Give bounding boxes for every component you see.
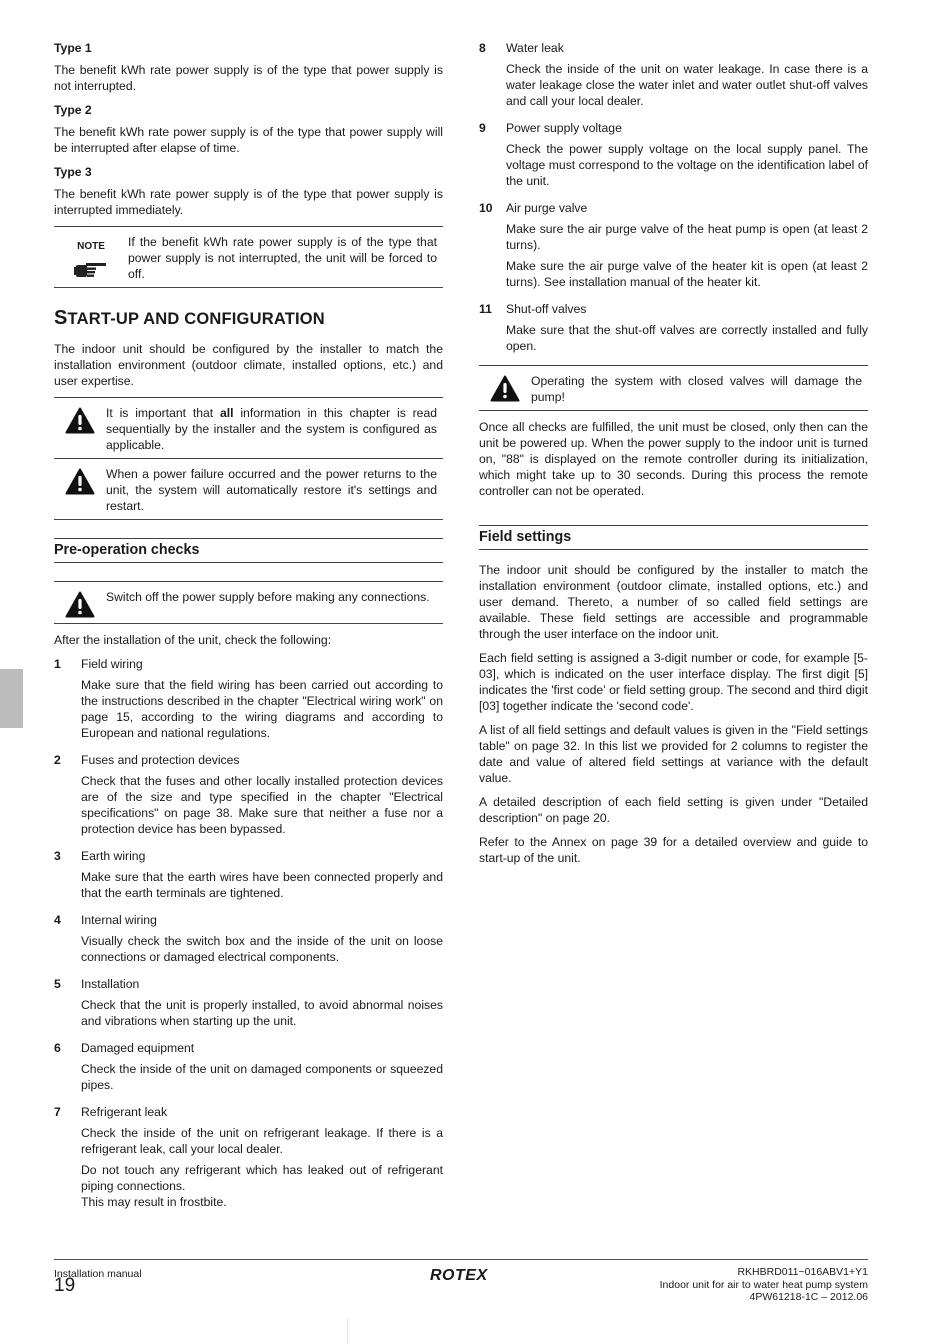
check-description: Check the inside of the unit on refrigerant leakage. If there is a refrigerant leak, call your local dealer. bbox=[81, 1126, 443, 1156]
warning-callout bbox=[479, 365, 868, 411]
check-item bbox=[54, 752, 443, 842]
type-text: The benefit kWh rate power supply is of the type that power supply is interrupted immediately. bbox=[54, 187, 443, 217]
field-settings-paragraph: Refer to the Annex on page 39 for a detailed overview and guide to start-up of the unit. bbox=[479, 835, 868, 865]
page-footer bbox=[54, 1259, 868, 1303]
preop-checks-heading: Pre-operation checks bbox=[54, 538, 443, 563]
check-description: Visually check the switch box and the inside of the unit on loose connections or damaged electrical components. bbox=[81, 934, 443, 964]
field-settings-paragraph: The indoor unit should be configured by the installer to match the installation environment (outdoor climate, installed options, etc.) and user demand. Thereto, a number of so called field settings are available. These field settings are accessible and programmable through the user interface on the indoor unit. bbox=[479, 563, 868, 641]
check-item bbox=[54, 1104, 443, 1215]
rotex-logo: ROTEX bbox=[430, 1267, 488, 1284]
check-description: Do not touch any refrigerant which has leaked out of refrigerant piping connections. bbox=[81, 1163, 443, 1193]
check-number: 3 bbox=[54, 849, 61, 863]
warning-callout bbox=[54, 458, 443, 520]
once-checks-text: Once all checks are fulfilled, the unit must be closed, only then can the unit be powered up. When the power supply to the indoor unit is turned on, "88" is displayed on the remote controller during its initialization, which might take up to 30 seconds. During this process the remote controller can not be operated. bbox=[479, 420, 868, 498]
check-item bbox=[479, 40, 868, 114]
check-number: 11 bbox=[479, 302, 492, 316]
section-intro: The indoor unit should be configured by the installer to match the installation environment (outdoor climate, installed options, etc.) and user expertise. bbox=[54, 342, 443, 388]
check-title: Internal wiring bbox=[81, 913, 157, 927]
type-1-block bbox=[54, 40, 443, 94]
check-description: This may result in frostbite. bbox=[81, 1195, 227, 1209]
field-settings-body bbox=[479, 562, 868, 866]
check-item bbox=[479, 120, 868, 194]
section-title-cap: S bbox=[54, 307, 68, 329]
after-install-text: After the installation of the unit, check the following: bbox=[54, 633, 332, 647]
check-description: Make sure the air purge valve of the heater kit is open (at least 2 turns). See installation manual of the heater kit. bbox=[506, 259, 868, 289]
warning-triangle-icon bbox=[65, 591, 95, 618]
type-text: The benefit kWh rate power supply is of the type that power supply is not interrupted. bbox=[54, 63, 443, 93]
warning-text: Switch off the power supply before making any connections. bbox=[106, 590, 430, 604]
check-description: Check the inside of the unit on water leakage. In case there is a water leakage close the water inlet and water outlet shut-off valves and call your local dealer. bbox=[506, 62, 868, 108]
page-number: 19 bbox=[54, 1275, 76, 1296]
check-description: Make sure that the earth wires have been connected properly and that the earth terminals are tightened. bbox=[81, 870, 443, 900]
field-settings-paragraph: A list of all field settings and default values is given in the "Field settings table" on page 32. In this list we provided for 2 columns to register the date and value of altered field settings at variance with the default value. bbox=[479, 723, 868, 785]
left-column bbox=[54, 40, 443, 1221]
check-number: 2 bbox=[54, 753, 61, 767]
field-settings-paragraph: A detailed description of each field setting is given under "Detailed description" on page 20. bbox=[479, 795, 868, 825]
footer-doc-number: 4PW61218-1C – 2012.06 bbox=[749, 1291, 868, 1303]
check-description: Check the power supply voltage on the local supply panel. The voltage must correspond to the voltage on the identification label of the unit. bbox=[506, 142, 868, 188]
section-title-rest: TART-UP AND CONFIGURATION bbox=[67, 310, 325, 328]
footer-subtitle: Indoor unit for air to water heat pump system bbox=[659, 1278, 868, 1291]
type-2-block bbox=[54, 102, 443, 156]
type-heading: Type 1 bbox=[54, 41, 92, 55]
warning-text bbox=[106, 405, 443, 453]
check-title: Air purge valve bbox=[506, 201, 588, 215]
check-number: 6 bbox=[54, 1041, 61, 1055]
check-number: 4 bbox=[54, 913, 61, 927]
warning-callout bbox=[54, 397, 443, 459]
check-title: Earth wiring bbox=[81, 849, 146, 863]
warning-text: When a power failure occurred and the power returns to the unit, the system will automatically restore it's settings and restart. bbox=[106, 467, 437, 513]
warning-triangle-icon bbox=[65, 468, 95, 495]
check-item bbox=[479, 301, 868, 359]
check-item bbox=[54, 848, 443, 906]
check-description: Check that the fuses and other locally installed protection devices are of the size and type specified in the chapter "Electrical specifications" on page 38. Make sure that neither a fuse nor a protection device has been bypassed. bbox=[81, 774, 443, 836]
check-title: Fuses and protection devices bbox=[81, 753, 240, 767]
check-item bbox=[54, 976, 443, 1034]
note-text: If the benefit kWh rate power supply is of the type that power supply is not interrupted, the unit will be forced to off. bbox=[128, 235, 437, 281]
footer-model: RKHBRD011~016ABV1+Y1 bbox=[737, 1266, 868, 1278]
check-number: 1 bbox=[54, 657, 61, 671]
check-description: Check the inside of the unit on damaged components or squeezed pipes. bbox=[81, 1062, 443, 1092]
check-item bbox=[54, 912, 443, 970]
warning-text-part: It is important that bbox=[106, 406, 220, 420]
check-item bbox=[54, 656, 443, 746]
check-title: Damaged equipment bbox=[81, 1041, 195, 1055]
footer-doc-info bbox=[660, 1266, 868, 1304]
check-item bbox=[479, 200, 868, 295]
check-number: 5 bbox=[54, 977, 61, 991]
check-list bbox=[54, 656, 443, 1215]
note-label: NOTE bbox=[77, 241, 105, 252]
check-number: 9 bbox=[479, 121, 486, 135]
check-title: Shut-off valves bbox=[506, 302, 587, 316]
check-title: Refrigerant leak bbox=[81, 1105, 168, 1119]
chapter-tab bbox=[0, 669, 23, 728]
type-text: The benefit kWh rate power supply is of the type that power supply will be interrupted after elapse of time. bbox=[54, 125, 443, 155]
check-number: 8 bbox=[479, 41, 486, 55]
fold-mark bbox=[347, 1318, 348, 1344]
check-description: Make sure that the shut-off valves are correctly installed and fully open. bbox=[506, 323, 868, 353]
section-title bbox=[54, 307, 443, 329]
right-column bbox=[479, 40, 868, 874]
check-title: Power supply voltage bbox=[506, 121, 622, 135]
check-list bbox=[479, 40, 868, 359]
check-number: 7 bbox=[54, 1105, 61, 1119]
field-settings-heading: Field settings bbox=[479, 525, 868, 550]
check-title: Water leak bbox=[506, 41, 564, 55]
warning-callout bbox=[54, 581, 443, 624]
type-heading: Type 3 bbox=[54, 165, 92, 179]
footer-manual-label: Installation manual bbox=[54, 1268, 142, 1280]
warning-text-part: information in this chapter is read sequentially by the installer and the system is configured as applicable. bbox=[106, 406, 438, 452]
warning-triangle-icon bbox=[65, 407, 95, 434]
warning-text-bold: all bbox=[219, 406, 234, 420]
check-item bbox=[54, 1040, 443, 1098]
warning-triangle-icon bbox=[490, 375, 520, 402]
check-title: Field wiring bbox=[81, 657, 143, 671]
type-3-block bbox=[54, 164, 443, 218]
type-heading: Type 2 bbox=[54, 103, 92, 117]
warning-text: Operating the system with closed valves will damage the pump! bbox=[531, 374, 862, 404]
pointing-hand-icon bbox=[74, 259, 108, 279]
check-title: Installation bbox=[81, 977, 140, 991]
check-number: 10 bbox=[479, 201, 493, 215]
field-settings-paragraph: Each field setting is assigned a 3-digit number or code, for example [5-03], which is indicated on the user interface display. The first digit [5] indicates the 'first code' or field setting group. The second and third digit [03] together indicate the 'second code'. bbox=[479, 651, 868, 713]
check-description: Check that the unit is properly installed, to avoid abnormal noises and vibrations when starting up the unit. bbox=[81, 998, 443, 1028]
note-callout bbox=[54, 226, 443, 288]
check-description: Make sure that the field wiring has been carried out according to the instructions described in the chapter "Electrical wiring work" on page 15, according to the wiring diagrams and according to European and national regulations. bbox=[81, 678, 443, 740]
check-description: Make sure the air purge valve of the heat pump is open (at least 2 turns). bbox=[506, 222, 868, 252]
